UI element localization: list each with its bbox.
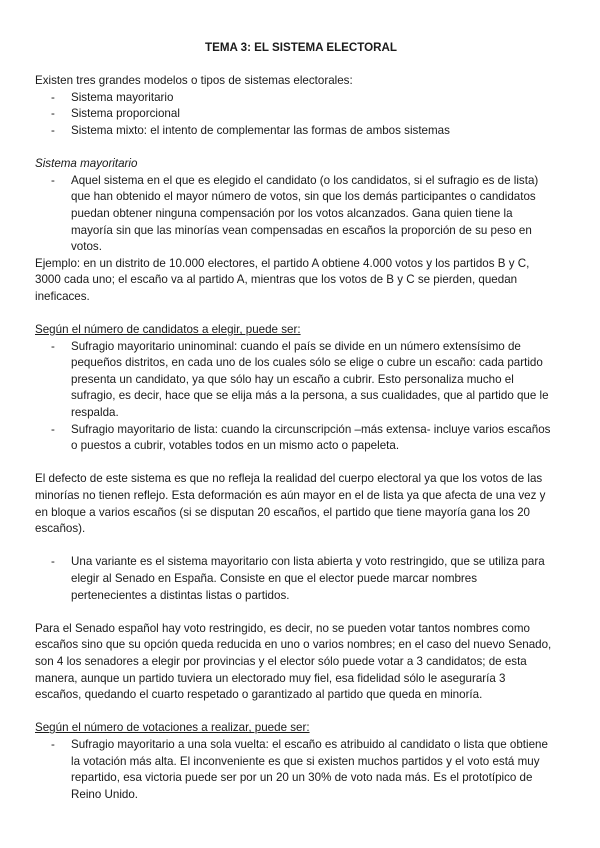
candidates-heading: Según el número de candidatos a elegir, puede ser: [35,323,301,337]
list-item-text: Sufragio mayoritario uninominal: cuando el país se divide en un número extensísimo de pequeños distritos, en cada uno de los cuales sólo se elige o cubre un escaño: cada partido presenta un candidato, ya que sólo hay un escaño a cubrir. Esto personaliza mucho el sufragio, es decir, hace que se elija más a la persona, a sus cualidades, que al partido que le respalda. [71,339,549,420]
spacer [35,455,555,472]
dash-marker: - [51,422,55,436]
list-item-text: Sistema proporcional [71,107,180,121]
list-item [35,123,555,140]
dash-marker: - [51,107,55,121]
list-item-text: Sistema mayoritario [71,90,174,104]
list-item [35,173,555,256]
votes-list [35,737,555,803]
list-item [35,737,555,803]
spacer [35,57,555,74]
list-item-text: Sufragio mayoritario de lista: cuando la circunscripción –más extensa- incluye varios escaños o puestos a cubrir, votables todos en un mismo acto o papeleta. [71,422,551,453]
list-item [35,339,555,422]
senate-paragraph: Para el Senado español hay voto restringido, es decir, no se pueden votar tantos nombres como escaños sino que su opción queda reducida en uno o varios nombres; en el caso del nuevo Senado, son 4 los senadores a elegir por provincias y el elector sólo puede votar a 3 candidatos; de esta manera, aunque un partido tuviera un electorado muy fiel, esa fidelidad sólo le aseguraría 3 escaños, quedando el cuarto respetado o garantizado al partido que queda en minoría. [35,621,552,702]
definition-list [35,173,555,256]
spacer [35,704,555,721]
dash-marker: - [51,555,55,569]
dash-marker: - [51,173,55,187]
list-item-text: Una variante es el sistema mayoritario con lista abierta y voto restringido, que se utiliza para elegir al Senado en España. Consiste en que el elector puede marcar nombres pertenecientes a distintas listas o partidos. [71,555,545,602]
spacer [35,604,555,621]
page-title: TEMA 3: EL SISTEMA ELECTORAL [205,41,397,54]
example-text: Ejemplo: en un distrito de 10.000 electores, el partido A obtiene 4.000 votos y los partidos B y C, 3000 cada uno; el escaño va al partido A, mientras que los votos de B y C se pierden, quedan ineficaces. [35,256,530,303]
list-item [35,106,555,123]
dash-marker: - [51,339,55,353]
dash-marker: - [51,737,55,751]
document-body [35,40,555,803]
list-item [35,554,555,604]
spacer [35,538,555,555]
section-heading: Sistema mayoritario [35,157,138,171]
defect-paragraph: El defecto de este sistema es que no refleja la realidad del cuerpo electoral ya que los votos de las minorías no tienen reflejo. Esta deformación es aún mayor en el de lista ya que afecta de una vez y en bloque a varios escaños (si se disputan 20 escaños, el partido que tiene mayoría gana los 20 escaños). [35,472,546,536]
list-item-text: Sistema mixto: el intento de complementar las formas de ambos sistemas [71,123,450,137]
dash-marker: - [51,90,55,104]
dash-marker: - [51,123,55,137]
list-item [35,90,555,107]
models-list [35,90,555,140]
definition-text: Aquel sistema en el que es elegido el candidato (o los candidatos, si el sufragio es de lista) que han obtenido el mayor número de votos, sin que los demás participantes o candidatos puedan obtener ninguna compensación por los votos alcanzados. Gana quien tiene la mayoría sin que las minorías vean compensadas en escaños la proporción de su peso en votos. [71,173,539,254]
list-item-text: Sufragio mayoritario a una sola vuelta: el escaño es atribuido al candidato o lista que obtiene la votación más alta. El inconveniente es que si existen muchos partidos y el voto está muy repartido, esa victoria puede ser por un 20 un 30% de voto nada más. Es el prototípico de Reino Unido. [71,737,548,801]
candidates-list [35,339,555,455]
list-item [35,422,555,455]
intro-text: Existen tres grandes modelos o tipos de sistemas electorales: [35,74,353,88]
votes-heading: Según el número de votaciones a realizar, puede ser: [35,721,310,735]
spacer [35,306,555,323]
spacer [35,140,555,157]
variant-list [35,554,555,604]
